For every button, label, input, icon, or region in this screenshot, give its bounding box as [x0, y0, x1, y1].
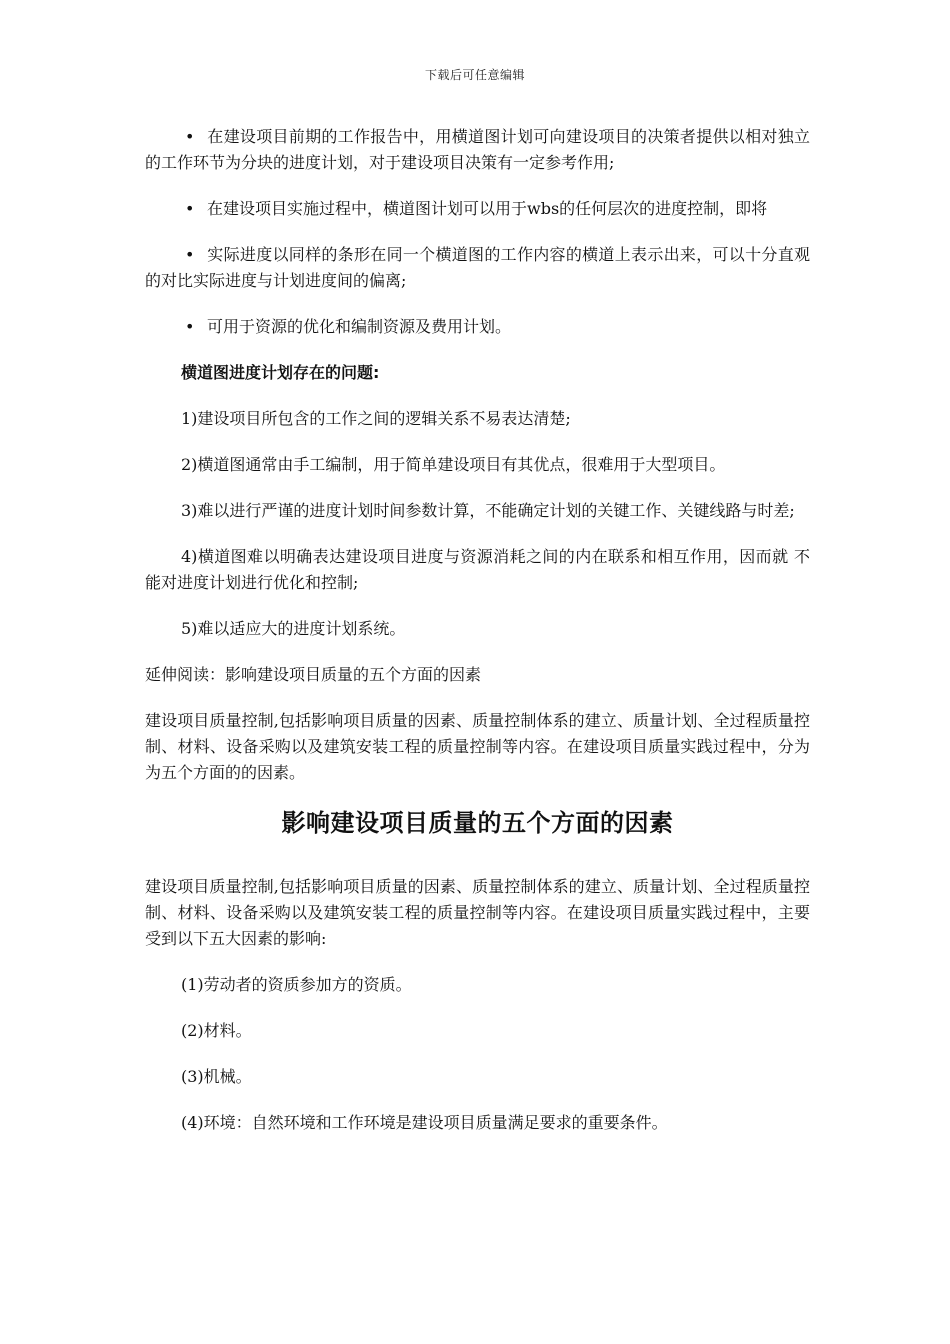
- extended-reading: 延伸阅读：影响建设项目质量的五个方面的因素: [145, 665, 482, 684]
- intro-paragraph: 建设项目质量控制,包括影响项目质量的因素、质量控制体系的建立、质量计划、全过程质量控制、材料、设备采购以及建筑安装工程的质量控制等内容。在建设项目质量实践过程中，分为为五个方面的的因素。: [145, 711, 810, 782]
- bullet-dot: •: [185, 127, 195, 146]
- bullet-item: [145, 314, 810, 340]
- bullet-item: [145, 124, 810, 176]
- section-title: 影响建设项目质量的五个方面的因素: [281, 809, 674, 837]
- factor-item: (3)机械。: [181, 1067, 252, 1086]
- problem-item: 1)建设项目所包含的工作之间的逻辑关系不易表达清楚;: [181, 409, 571, 428]
- factor-item: (4)环境：自然环境和工作环境是建设项目质量满足要求的重要条件。: [181, 1113, 668, 1132]
- bullet-dot: •: [185, 245, 195, 264]
- problem-item: 3)难以进行严谨的进度计划时间参数计算，不能确定计划的关键工作、关键线路与时差;: [181, 501, 795, 520]
- problem-item: 4)横道图难以明确表达建设项目进度与资源消耗之间的内在联系和相互作用，因而就 不能对进度计划进行优化和控制;: [145, 547, 810, 592]
- header-note: 下载后可任意编辑: [424, 68, 525, 82]
- bullet-item: [145, 242, 810, 294]
- bullet-item: [145, 196, 810, 222]
- problem-item: 5)难以适应大的进度计划系统。: [181, 619, 406, 638]
- problem-item: 2)横道图通常由手工编制，用于简单建设项目有其优点，很难用于大型项目。: [181, 455, 726, 474]
- factor-item: (1)劳动者的资质参加方的资质。: [181, 975, 412, 994]
- bullet-text: 在建设项目前期的工作报告中，用横道图计划可向建设项目的决策者提供以相对独立的工作环节为分块的进度计划，对于建设项目决策有一定参考作用;: [145, 127, 810, 172]
- bullet-text: 实际进度以同样的条形在同一个横道图的工作内容的横道上表示出来，可以十分直观的对比实际进度与计划进度间的偏离;: [145, 245, 810, 290]
- bullet-dot: •: [185, 317, 195, 336]
- section-paragraph: 建设项目质量控制,包括影响项目质量的因素、质量控制体系的建立、质量计划、全过程质量控制、材料、设备采购以及建筑安装工程的质量控制等内容。在建设项目质量实践过程中，主要受到以下五大因素的影响:: [145, 877, 810, 948]
- bullet-text: 可用于资源的优化和编制资源及费用计划。: [207, 317, 512, 336]
- bullet-text: 在建设项目实施过程中，横道图计划可以用于wbs的任何层次的进度控制，即将: [207, 199, 768, 218]
- document-body: [145, 124, 810, 1156]
- factor-item: (2)材料。: [181, 1021, 252, 1040]
- bullet-dot: •: [185, 199, 195, 218]
- problems-heading: 横道图进度计划存在的问题:: [181, 363, 380, 382]
